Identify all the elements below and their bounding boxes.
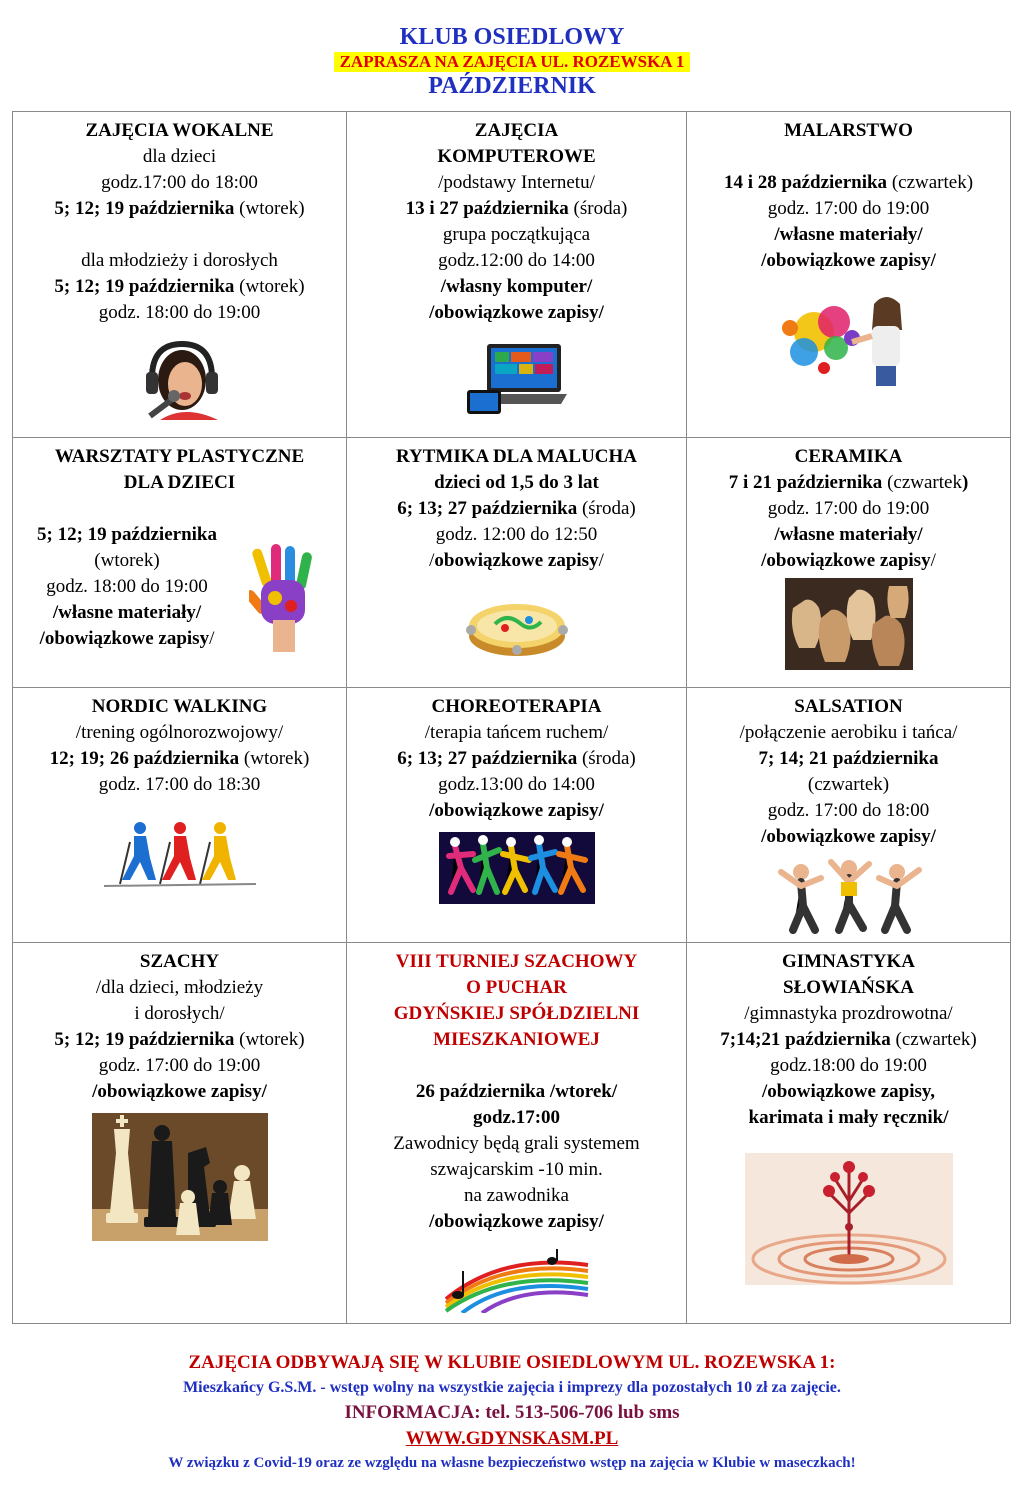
cell-text: godz. 12:00 do 12:50 [435, 524, 598, 545]
cell-title: KOMPUTEROWE [437, 146, 596, 167]
cell-title: WARSZTATY PLASTYCZNE [54, 446, 305, 467]
cell-rytmika [347, 438, 687, 688]
cell-title: DLA DZIECI [123, 472, 236, 493]
tambourine-icon [465, 596, 569, 660]
schedule-grid [12, 111, 1011, 1324]
footer-website-link[interactable]: WWW.GDYNSKASM.PL [405, 1428, 619, 1449]
cell-title: RYTMIKA DLA MALUCHA [395, 446, 638, 467]
cell-warsztaty-plastyczne [13, 438, 347, 688]
cell-text-block [17, 522, 237, 652]
cell-title: MALARSTWO [784, 120, 913, 141]
cell-text: 5; 12; 19 października [37, 524, 217, 545]
page-title: KLUB OSIEDLOWY [399, 24, 625, 50]
cell-text: godz.17:00 [472, 1107, 561, 1128]
cell-text: Zawodnicy będą grali systemem [393, 1133, 640, 1154]
cell-ceramika [687, 438, 1011, 688]
cell-text: /obowiązkowe zapisy/ [92, 1081, 267, 1102]
cell-text: karimata i mały ręcznik/ [748, 1107, 949, 1128]
cell-zajecia-wokalne [13, 112, 347, 438]
cell-title: SZACHY [139, 951, 220, 972]
cell-text: /podstawy Internetu/ [438, 172, 595, 193]
cell-text: /trening ogólnorozwojowy/ [75, 722, 284, 743]
cell-text: /gimnastyka prozdrowotna/ [744, 1003, 953, 1024]
page-header [0, 22, 1024, 100]
cell-text: 7;14;21 października (czwartek) [720, 1029, 977, 1050]
cell-title: CHOREOTERAPIA [431, 696, 602, 717]
cell-text: /dla dzieci, młodzieży [95, 977, 264, 998]
cell-text: /obowiązkowe zapisy/ [761, 550, 936, 571]
cell-text: /obowiązkowe zapisy/ [761, 250, 936, 271]
cell-title: NORDIC WALKING [91, 696, 268, 717]
cell-turniej-szachowy [347, 943, 687, 1324]
cell-text: /własne materiały/ [774, 224, 923, 245]
cell-text: godz.12:00 do 14:00 [438, 250, 595, 271]
cell-text: 26 października /wtorek/ [415, 1081, 618, 1102]
laptop-tablet-icon [465, 340, 569, 418]
painted-hand-icon [249, 544, 321, 652]
cell-text: /obowiązkowe zapisy/ [429, 302, 604, 323]
cell-title: O PUCHAR [466, 977, 567, 998]
cell-text: 14 i 28 października (czwartek) [723, 172, 974, 193]
paint-splash-icon [774, 282, 924, 386]
page-subtitle: ZAPRASZA NA ZAJĘCIA UL. ROZEWSKA 1 [334, 52, 691, 72]
cell-text: godz. 17:00 do 19:00 [767, 198, 930, 219]
cell-text: 7; 14; 21 października [758, 748, 939, 769]
chess-pieces-icon [92, 1113, 268, 1241]
cell-text: (czwartek) [807, 774, 890, 795]
cell-text: godz.17:00 do 18:00 [101, 172, 258, 193]
cell-text: godz. 18:00 do 19:00 [46, 576, 208, 597]
cell-text: /własne materiały/ [774, 524, 923, 545]
cell-title: SŁOWIAŃSKA [783, 977, 914, 998]
cell-text: godz. 17:00 do 18:30 [98, 774, 261, 795]
cell-text: 13 i 27 października (środa) [405, 198, 628, 219]
cell-text: /obowiązkowe zapisy/ [761, 826, 936, 847]
cell-text: godz. 18:00 do 19:00 [98, 302, 261, 323]
singer-headphones-icon [130, 338, 230, 420]
cell-text: godz.13:00 do 14:00 [438, 774, 595, 795]
cell-text: godz. 17:00 do 19:00 [98, 1055, 261, 1076]
cell-title: GIMNASTYKA [781, 951, 915, 972]
dancers-silhouettes-icon [439, 832, 595, 904]
cell-text: i dorosłych/ [134, 1003, 225, 1024]
cell-text: /własny komputer/ [440, 276, 593, 297]
cell-text: szwajcarskim -10 min. [430, 1159, 603, 1180]
cell-title: CERAMIKA [794, 446, 903, 467]
cell-text: (wtorek) [94, 550, 160, 571]
cell-text: 7 i 21 października (czwartek) [728, 472, 969, 493]
cell-text: 6; 13; 27 października (środa) [397, 748, 636, 769]
cell-szachy [13, 943, 347, 1324]
cell-nordic-walking [13, 688, 347, 943]
nordic-walkers-icon [100, 818, 260, 890]
cell-title: GDYŃSKIEJ SPÓŁDZIELNI [393, 1003, 640, 1024]
cell-title: MIESZKANIOWEJ [433, 1029, 600, 1050]
cell-title: ZAJĘCIA [474, 120, 559, 141]
cell-zajecia-komputerowe [347, 112, 687, 438]
cell-salsation [687, 688, 1011, 943]
cell-text: 5; 12; 19 października (wtorek) [54, 1029, 305, 1050]
cell-text: /obowiązkowe zapisy/ [39, 628, 215, 649]
footer-covid-notice: W związku z Covid-19 oraz ze względu na własne bezpieczeństwo wstęp na zajęcia w Klubie w maseczkach! [168, 1455, 856, 1471]
cell-text: /obowiązkowe zapisy/ [429, 800, 604, 821]
dance-group-icon [771, 858, 927, 934]
cell-title: ZAJĘCIA WOKALNE [85, 120, 274, 141]
cell-text: /własne materiały/ [52, 602, 202, 623]
cell-text: dla dzieci [142, 146, 217, 167]
cell-text: /obowiązkowe zapisy/ [429, 550, 604, 571]
page-footer [0, 1350, 1024, 1474]
pottery-vases-icon [785, 578, 913, 670]
cell-text: godz.18:00 do 19:00 [770, 1055, 927, 1076]
cell-text: na zawodnika [464, 1185, 569, 1206]
cell-title: VIII TURNIEJ SZACHOWY [395, 951, 638, 972]
cell-text: /terapia tańcem ruchem/ [424, 722, 609, 743]
cell-text: /połączenie aerobiku i tańca/ [739, 722, 958, 743]
footer-location: ZAJĘCIA ODBYWAJĄ SIĘ W KLUBIE OSIEDLOWYM UL. ROZEWSKA 1: [188, 1352, 836, 1373]
cell-choreoterapia [347, 688, 687, 943]
cell-text: godz. 17:00 do 18:00 [767, 800, 930, 821]
cell-text: 5; 12; 19 października (wtorek) [54, 198, 305, 219]
tree-figure-ripples-icon [745, 1153, 953, 1285]
cell-text: dla młodzieży i dorosłych [81, 250, 278, 271]
cell-text: 5; 12; 19 października (wtorek) [54, 276, 305, 297]
cell-text: godz. 17:00 do 19:00 [767, 498, 930, 519]
cell-malarstwo [687, 112, 1011, 438]
cell-text: grupa początkująca [442, 224, 591, 245]
cell-text: dzieci od 1,5 do 3 lat [434, 472, 599, 493]
cell-text: 6; 13; 27 października (środa) [397, 498, 636, 519]
cell-text: 12; 19; 26 października (wtorek) [49, 748, 310, 769]
footer-pricing: Mieszkańcy G.S.M. - wstęp wolny na wszystkie zajęcia i imprezy dla pozostałych 10 zł za zajęcie. [183, 1379, 841, 1396]
cell-title: SALSATION [794, 696, 903, 717]
page-month: PAŹDZIERNIK [428, 73, 596, 99]
music-notes-rainbow-icon [442, 1249, 592, 1313]
cell-text: /obowiązkowe zapisy, [761, 1081, 936, 1102]
footer-contact: INFORMACJA: tel. 513-506-706 lub sms [344, 1402, 680, 1423]
cell-text: /obowiązkowe zapisy/ [429, 1211, 604, 1232]
cell-gimnastyka-slowianska [687, 943, 1011, 1324]
